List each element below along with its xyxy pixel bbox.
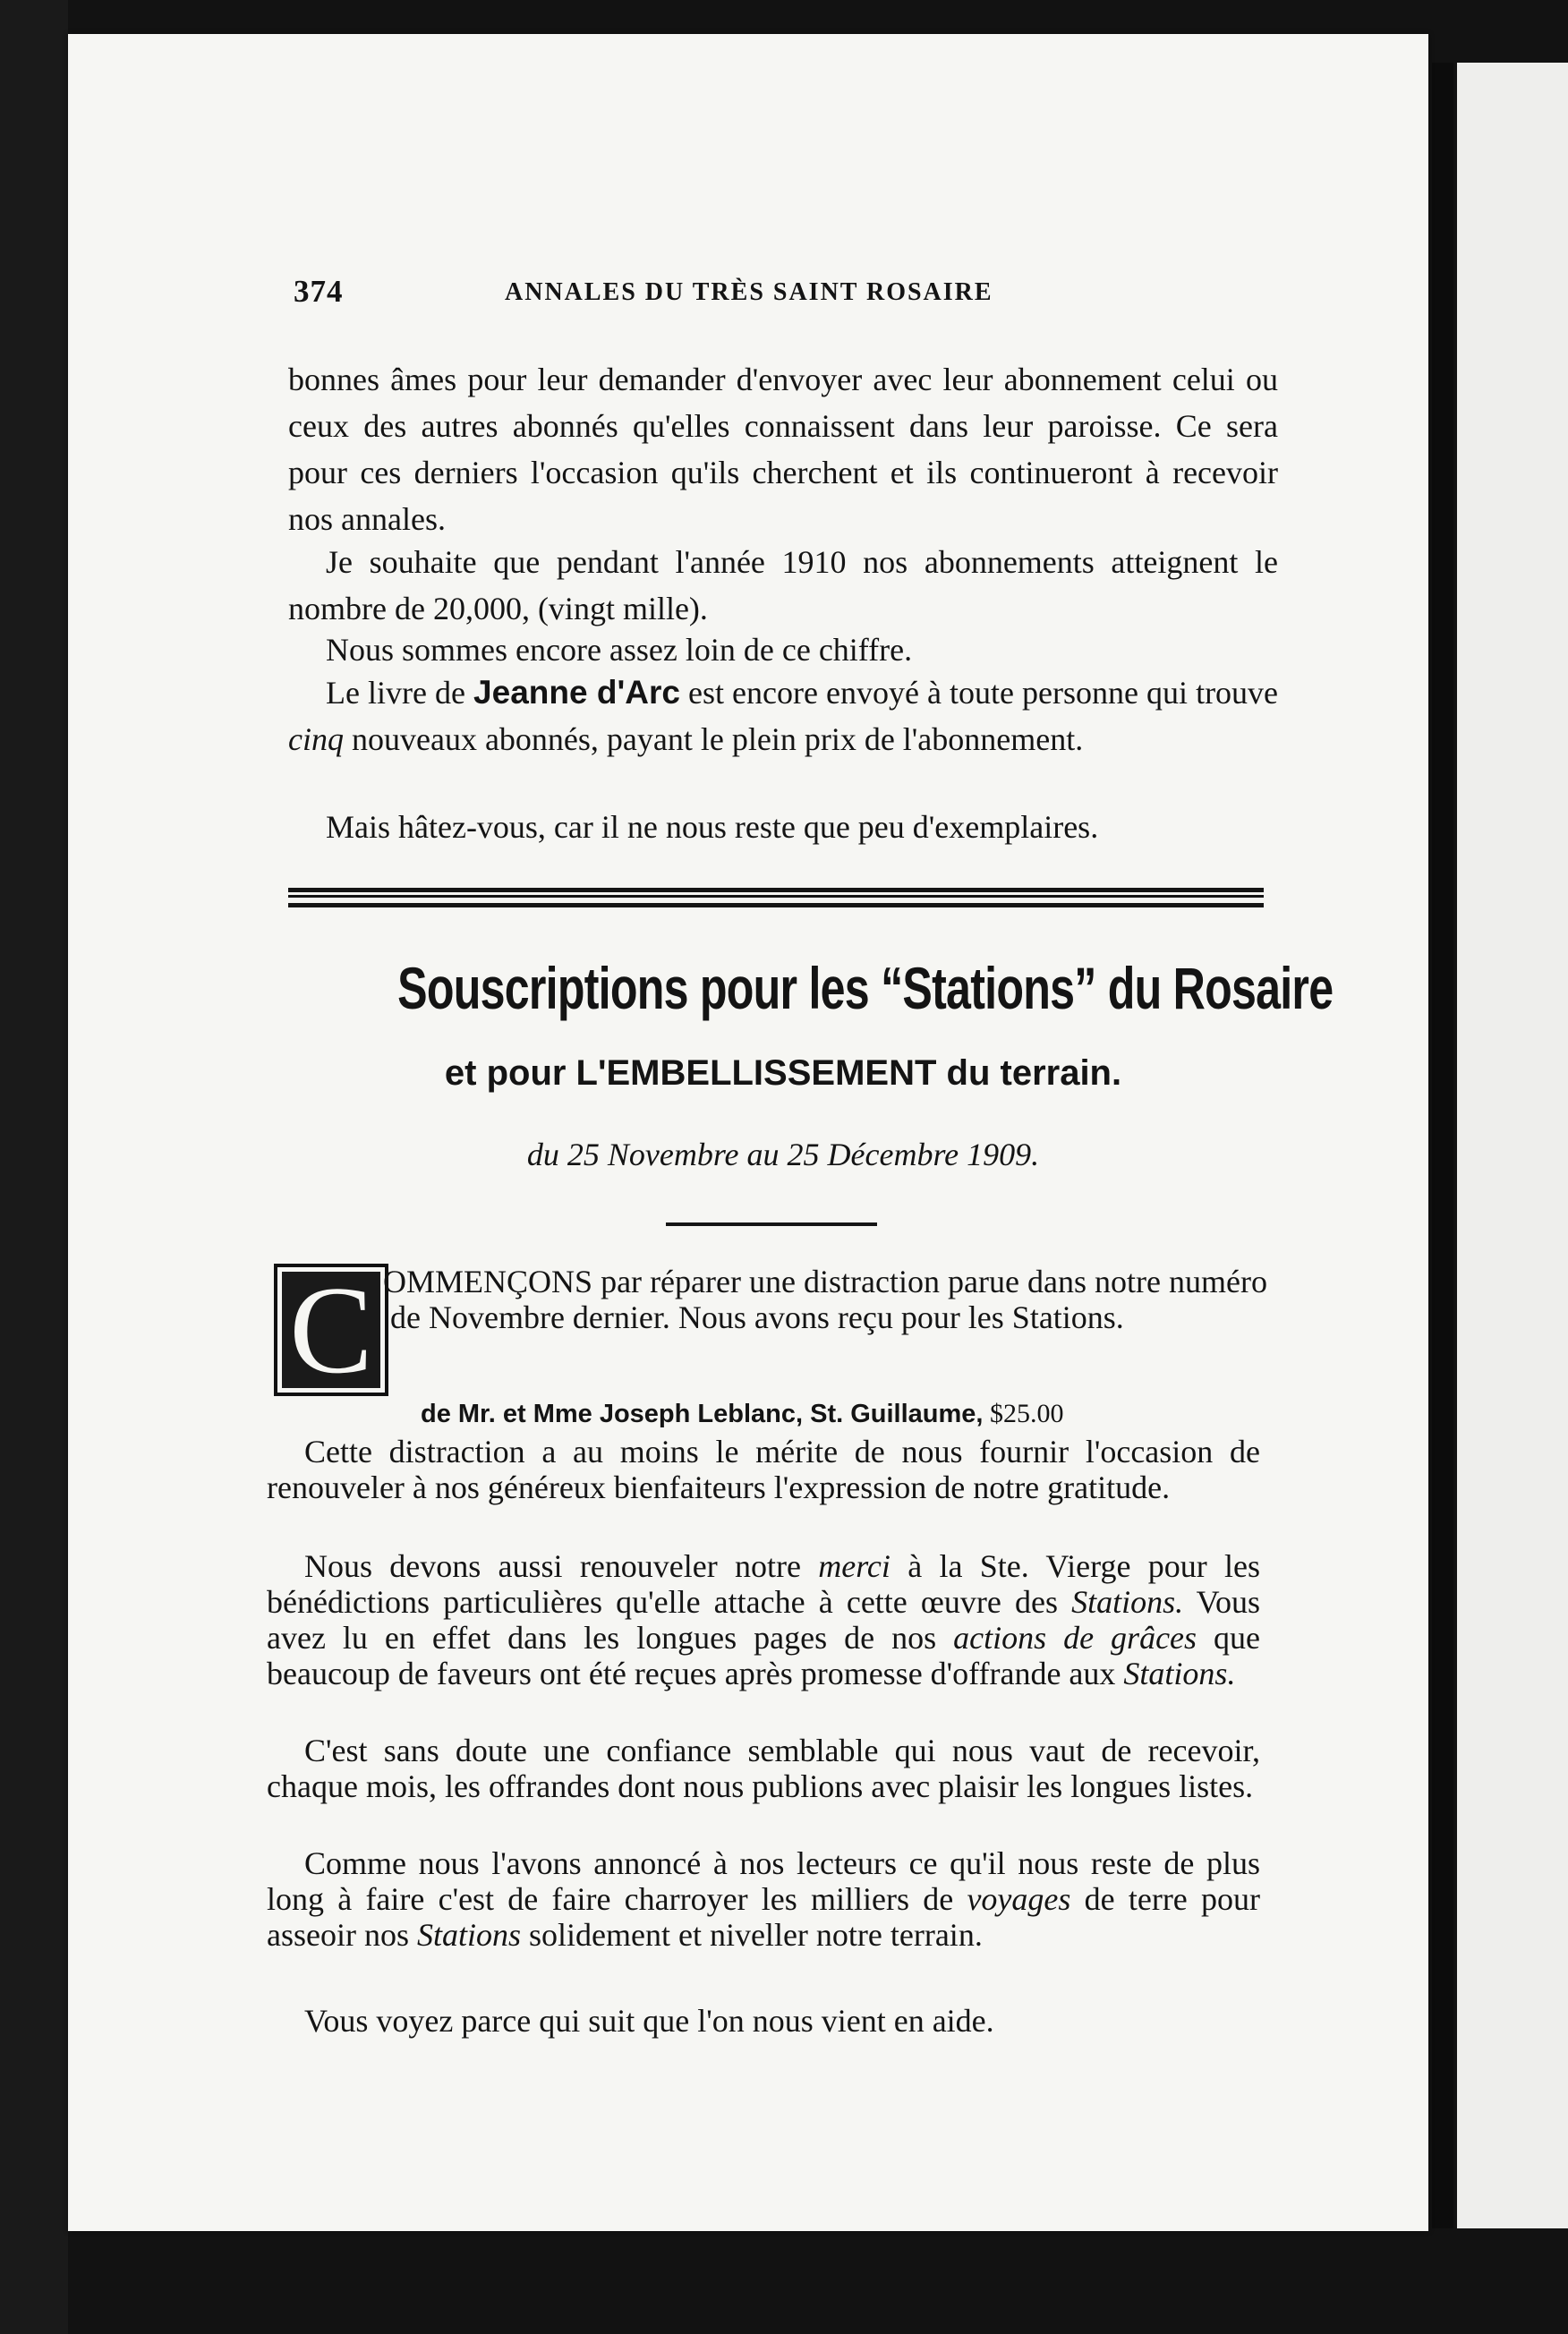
paragraph-confidence bbox=[267, 1733, 1260, 1804]
section-subheading: et pour L'EMBELLISSEMENT du terrain. bbox=[444, 1053, 1122, 1093]
paragraph-text: de terre pour asseoir nos bbox=[267, 1881, 1261, 1953]
paragraph-text: Mais hâtez-vous, car il ne nous reste que peu d'exemplaires. bbox=[326, 809, 1099, 845]
drop-cap-letter: C bbox=[282, 1272, 380, 1388]
emphasis-stations: Stations. bbox=[1123, 1656, 1236, 1691]
paragraph-help bbox=[267, 2003, 1260, 2039]
paragraph-text: Nous sommes encore assez loin de ce chiffre. bbox=[326, 632, 913, 668]
paragraph-text: à la Ste. Vierge pour les bénédictions particulières qu'elle attache à cette œuvre des bbox=[267, 1548, 1261, 1620]
paragraph-thanks-virgin bbox=[267, 1548, 1260, 1691]
book-title: Jeanne d'Arc bbox=[473, 674, 680, 711]
emphasis-actions-de-graces: actions de grâces bbox=[953, 1620, 1197, 1656]
paragraph-text: Je souhaite que pendant l'année 1910 nos abonnements atteignent le nombre de 20,000, (vingt mille). bbox=[288, 544, 1278, 626]
running-title: ANNALES DU TRÈS SAINT ROSAIRE bbox=[505, 278, 993, 306]
paragraph-text: C'est sans doute une confiance semblable qui nous vaut de recevoir, chaque mois, les offrandes dont nous publions avec plaisir les longues listes. bbox=[267, 1733, 1260, 1804]
paragraph-text: OMMENÇONS par réparer une distraction parue dans notre numéro de Novembre dernier. Nous avons reçu pour les Stations. bbox=[383, 1264, 1267, 1335]
section-heading: Souscriptions pour les “Stations” du Rosaire bbox=[397, 955, 1334, 1021]
donation-line bbox=[421, 1394, 1280, 1434]
paragraph-book-offer bbox=[288, 669, 1278, 762]
page-header bbox=[294, 274, 1285, 315]
paragraph-text: Vous voyez parce qui suit que l'on nous vient en aide. bbox=[304, 2003, 994, 2039]
paragraph-text: que beaucoup de faveurs ont été reçues après promesse d'offrande aux bbox=[267, 1620, 1261, 1691]
paragraph-text: est encore envoyé à toute personne qui trouve bbox=[688, 675, 1279, 711]
paragraph-text: Le livre de bbox=[326, 675, 465, 711]
emphasis-stations: Stations bbox=[416, 1917, 521, 1953]
paragraph-text: nouveaux abonnés, payant le plein prix de l'abonnement. bbox=[351, 721, 1084, 757]
emphasis-voyages: voyages bbox=[967, 1881, 1071, 1917]
page-number: 374 bbox=[294, 274, 344, 309]
drop-cap bbox=[274, 1261, 388, 1400]
paragraph-goal-1910 bbox=[288, 539, 1278, 632]
scan-left-edge bbox=[0, 0, 68, 2334]
paragraph-text: solidement et niveller notre terrain. bbox=[529, 1917, 983, 1953]
paragraph-text: Vous avez lu en effet dans les longues pages de nos bbox=[267, 1584, 1260, 1656]
paragraph-text: Nous devons aussi renouveler notre bbox=[304, 1548, 801, 1584]
section-dates: du 25 Novembre au 25 Décembre 1909. bbox=[526, 1137, 1040, 1172]
paragraph-text: bonnes âmes pour leur demander d'envoyer avec leur abonnement celui ou ceux des autres abonnés qu'elles connaissent dans leur paroisse. Ce sera pour ces derniers l'occasion qu'ils cherchent et ils continueront à recevoir nos annales. bbox=[288, 362, 1278, 537]
donor-name: de Mr. et Mme Joseph Leblanc, St. Guillaume, bbox=[421, 1400, 984, 1428]
paragraph-correction bbox=[383, 1264, 1267, 1335]
short-divider bbox=[666, 1222, 877, 1226]
section-divider bbox=[288, 888, 1264, 907]
paragraph-text: Comme nous l'avons annoncé à nos lecteurs ce qu'il nous reste de plus long à faire c'est de faire charroyer les milliers de bbox=[267, 1845, 1260, 1917]
facing-page-edge bbox=[1457, 63, 1568, 2228]
paragraph-text: Cette distraction a au moins le mérite de nous fournir l'occasion de renouveler à nos généreux bienfaiteurs l'expression de notre gratitude. bbox=[267, 1434, 1260, 1505]
emphasis-cinq: cinq bbox=[288, 721, 344, 757]
paragraph-gratitude bbox=[267, 1434, 1260, 1505]
paragraph-subscriptions-request bbox=[288, 356, 1278, 542]
emphasis-stations: Stations. bbox=[1071, 1584, 1184, 1620]
paragraph-far-from-goal bbox=[288, 626, 1278, 673]
emphasis-merci: merci bbox=[818, 1548, 891, 1584]
donation-amount: $25.00 bbox=[989, 1399, 1064, 1428]
paragraph-hurry bbox=[288, 804, 1278, 850]
book-spine bbox=[1432, 63, 1453, 2228]
paragraph-remaining-work bbox=[267, 1845, 1260, 1953]
